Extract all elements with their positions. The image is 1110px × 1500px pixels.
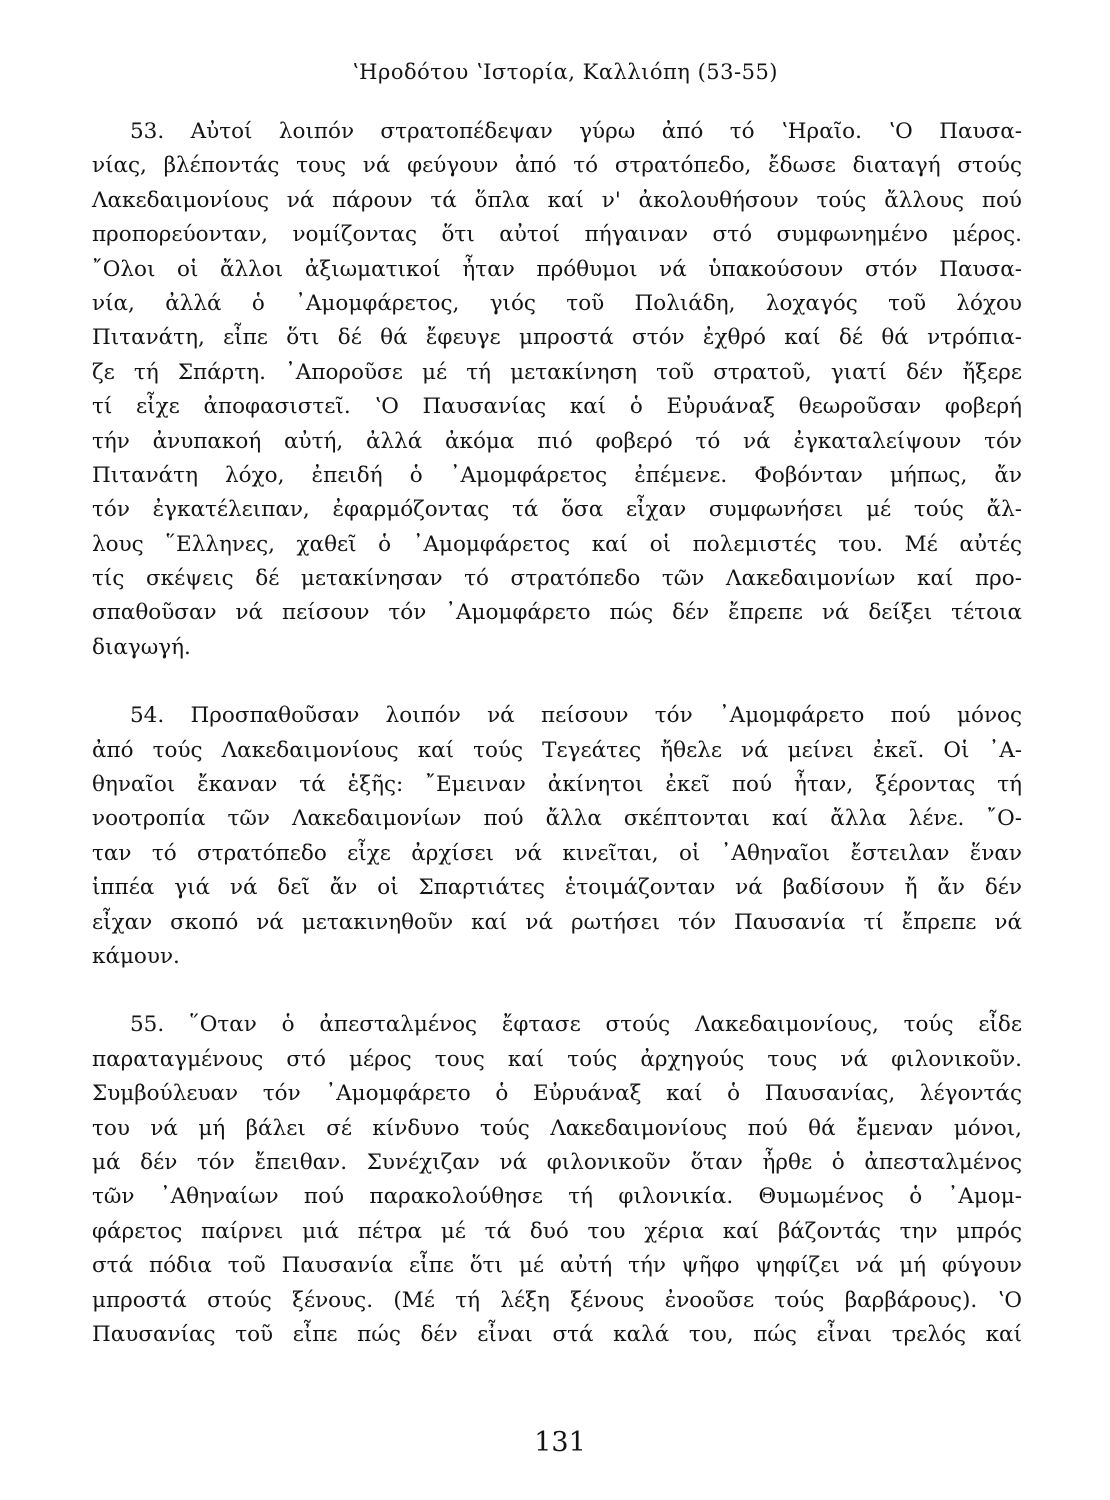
- text-line: ἱππέα γιά νά δεῖ ἄν οἱ Σπαρτιάτες ἑτοιμάζονταν νά βαδίσουν ἤ ἄν δέν: [92, 875, 1022, 901]
- text-line: σπαθοῦσαν νά πείσουν τόν ᾿Αμομφάρετο πώς δέν ἔπρεπε νά δείξει τέτοια: [92, 600, 1022, 626]
- text-line: μά δέν τόν ἔπειθαν. Συνέχιζαν νά φιλονικοῦν ὅταν ἦρθε ὁ ἀπεσταλμένος: [92, 1149, 1022, 1175]
- text-line: νίας, βλέποντάς τους νά φεύγουν ἀπό τό στρατόπεδο, ἔδωσε διαταγή στούς: [92, 153, 1022, 179]
- text-line: του νά μή βάλει σέ κίνδυνο τούς Λακεδαιμονίους πού θά ἔμεναν μόνοι,: [92, 1115, 1022, 1141]
- text-line: Συμβούλευαν τόν ᾿Αμομφάρετο ὁ Εὐρυάναξ καί ὁ Παυσανίας, λέγοντάς: [92, 1081, 1022, 1107]
- text-line: ῎Ολοι οἱ ἄλλοι ἀξιωματικοί ἦταν πρόθυμοι νά ὑπακούσουν στόν Παυσα-: [92, 256, 1022, 282]
- text-line: ζε τή Σπάρτη. ᾿Αποροῦσε μέ τή μετακίνηση τοῦ στρατοῦ, γιατί δέν ἤξερε: [92, 359, 1022, 385]
- text-line: στά πόδια τοῦ Παυσανία εἶπε ὅτι μέ αὐτή τήν ψῆφο ψηφίζει νά μή φύγουν: [92, 1253, 1022, 1279]
- paragraph-54: [92, 699, 1022, 974]
- text-line: τῶν ᾿Αθηναίων πού παρακολούθησε τή φιλονικία. Θυμωμένος ὁ ᾿Αμομ-: [92, 1184, 1022, 1210]
- paragraph-53: [92, 115, 1022, 665]
- text-line: ταν τό στρατόπεδο εἶχε ἀρχίσει νά κινεῖται, οἱ ᾿Αθηναῖοι ἔστειλαν ἕναν: [92, 840, 1022, 866]
- text-line: Παυσανίας τοῦ εἶπε πώς δέν εἶναι στά καλά του, πώς εἶναι τρελός καί: [92, 1321, 1022, 1347]
- text-line: προπορεύονταν, νομίζοντας ὅτι αὐτοί πήγαιναν στό συμφωνημένο μέρος.: [92, 222, 1022, 248]
- text-line: 53. Αὐτοί λοιπόν στρατοπέδεψαν γύρω ἀπό τό ʽΗραῖο. ʽΟ Παυσα-: [130, 119, 1022, 144]
- text-line: Πιτανάτη λόχο, ἐπειδή ὁ ᾿Αμομφάρετος ἐπέμενε. Φοβόνταν μήπως, ἄν: [92, 462, 1022, 488]
- text-line: κάμουν.: [92, 943, 180, 969]
- paragraph-55: [92, 1008, 1022, 1352]
- text-line: φάρετος παίρνει μιά πέτρα μέ τά δυό του χέρια καί βάζοντάς την μπρός: [92, 1218, 1022, 1244]
- text-line: νία, ἀλλά ὁ ᾿Αμομφάρετος, γιός τοῦ Πολιάδη, λοχαγός τοῦ λόχου: [92, 290, 1022, 316]
- text-line: τήν ἀνυπακοή αὐτή, ἀλλά ἀκόμα πιό φοβερό τό νά ἐγκαταλείψουν τόν: [92, 428, 1022, 454]
- text-line: τί εἶχε ἀποφασιστεῖ. ʽΟ Παυσανίας καί ὁ Εὐρυάναξ θεωροῦσαν φοβερή: [92, 394, 1022, 420]
- page-number: 131: [534, 1427, 586, 1458]
- body-text: [92, 115, 1022, 1352]
- text-line: παραταγμένους στό μέρος τους καί τούς ἀρχηγούς τους νά φιλονικοῦν.: [92, 1046, 1022, 1072]
- paragraph-gap: [92, 665, 1022, 699]
- paragraph-gap: [92, 974, 1022, 1008]
- text-line: εἶχαν σκοπό νά μετακινηθοῦν καί νά ρωτήσει τόν Παυσανία τί ἔπρεπε νά: [92, 909, 1022, 935]
- text-line: λους ῞Ελληνες, χαθεῖ ὁ ᾿Αμομφάρετος καί οἱ πολεμιστές του. Μέ αὐτές: [92, 531, 1022, 557]
- text-line: τόν ἐγκατέλειπαν, ἐφαρμόζοντας τά ὅσα εἶχαν συμφωνήσει μέ τούς ἄλ-: [92, 497, 1022, 523]
- text-line: 54. Προσπαθοῦσαν λοιπόν νά πείσουν τόν ᾿Αμομφάρετο πού μόνος: [130, 703, 1022, 729]
- text-line: νοοτροπία τῶν Λακεδαιμονίων πού ἄλλα σκέπτονται καί ἄλλα λένε. ῎Ο-: [92, 806, 1022, 832]
- text-line: Πιτανάτη, εἶπε ὅτι δέ θά ἔφευγε μπροστά στόν ἐχθρό καί δέ θά ντρόπια-: [92, 325, 1022, 351]
- text-line: ἀπό τούς Λακεδαιμονίους καί τούς Τεγεάτες ἤθελε νά μείνει ἐκεῖ. Οἱ ᾿Α-: [92, 737, 1022, 763]
- running-head: ʽΗροδότου ʽΙστορία, Καλλιόπη (53-55): [352, 60, 778, 84]
- text-line: θηναῖοι ἔκαναν τά ἑξῆς: ῎Εμειναν ἀκίνητοι ἐκεῖ πού ἦταν, ξέροντας τή: [92, 772, 1022, 798]
- text-line: 55. ῞Οταν ὁ ἀπεσταλμένος ἔφτασε στούς Λακεδαιμονίους, τούς εἶδε: [130, 1012, 1022, 1038]
- text-line: τίς σκέψεις δέ μετακίνησαν τό στρατόπεδο τῶν Λακεδαιμονίων καί προ-: [92, 566, 1022, 592]
- text-line: Λακεδαιμονίους νά πάρουν τά ὅπλα καί ν' ἀκολουθήσουν τούς ἄλλους πού: [92, 187, 1022, 213]
- text-line: διαγωγή.: [92, 634, 191, 660]
- text-line: μπροστά στούς ξένους. (Μέ τή λέξη ξένους ἐνοοῦσε τούς βαρβάρους). ʽΟ: [92, 1287, 1022, 1313]
